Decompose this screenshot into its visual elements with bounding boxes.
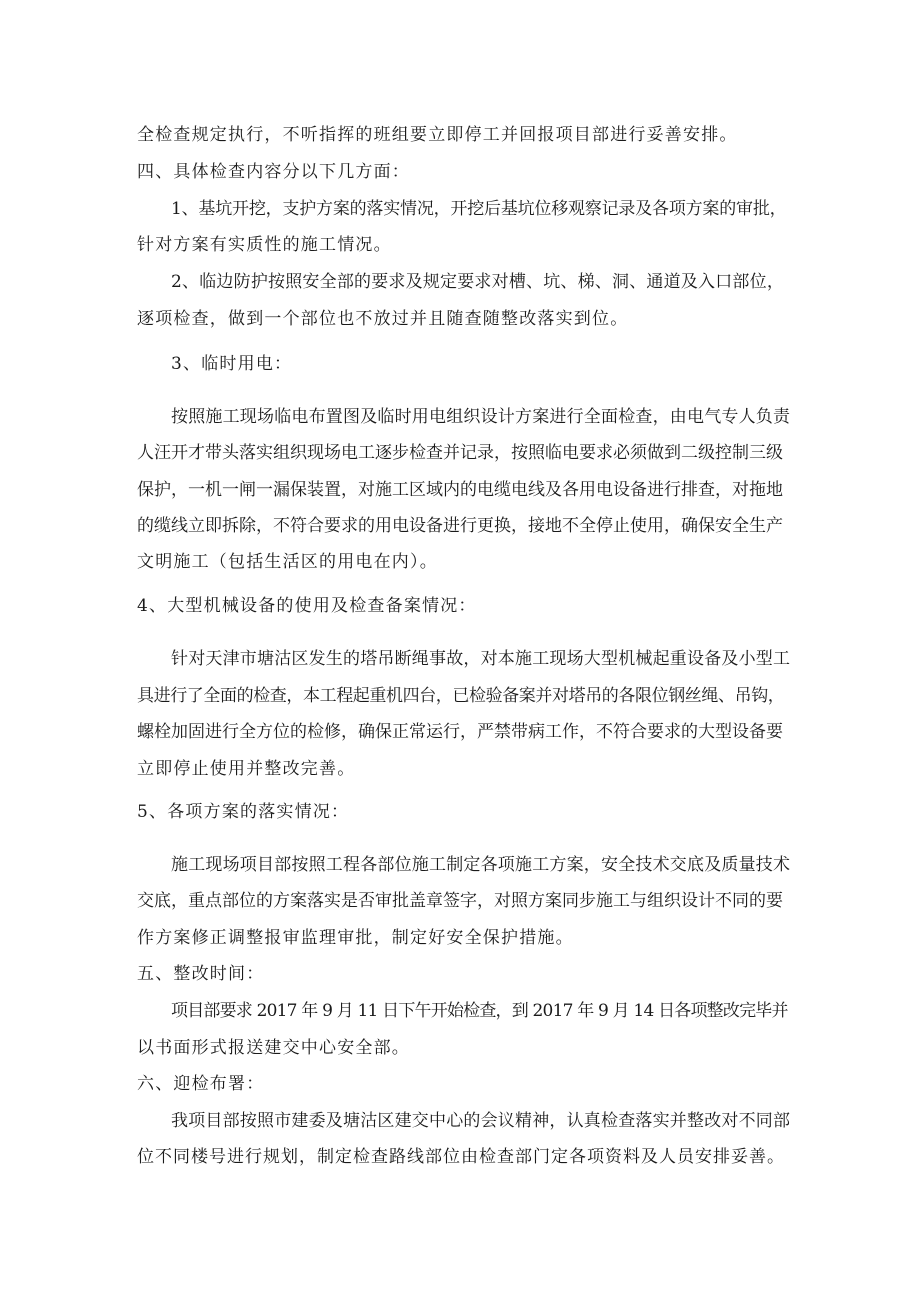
section-6-line: 我项目部按照市建委及塘沽区建交中心的会议精神，认真检查落实并整改对不同部 (171, 1111, 791, 1131)
item-5-line: 交底，重点部位的方案落实是否审批盖章签字，对照方案同步施工与组织设计不同的要 (137, 891, 783, 911)
item-3-line: 按照施工现场临电布置图及临时用电组织设计方案进行全面检查，由电气专人负责 (171, 407, 791, 427)
item-2-line: 逐项检查，做到一个部位也不放过并且随查随整改落实到位。 (137, 309, 629, 329)
item-5-heading: 5、各项方案的落实情况： (137, 802, 350, 822)
item-3-line: 的缆线立即拆除，不符合要求的用电设备进行更换，接地不全停止使用，确保安全生产 (137, 516, 783, 536)
item-4-heading: 4、大型机械设备的使用及检查备案情况： (137, 596, 477, 616)
item-3-line: 人汪开才带头落实组织现场电工逐步检查并记录，按照临电要求必须做到二级控制三级 (137, 443, 783, 463)
item-3-heading: 3、临时用电： (171, 354, 293, 374)
item-1-line: 针对方案有实质性的施工情况。 (137, 235, 392, 255)
section-5-line: 以书面形式报送建交中心安全部。 (137, 1038, 410, 1058)
item-3-line: 保护，一机一闸一漏保装置，对施工区域内的电缆电线及各用电设备进行排查，对拖地 (137, 480, 783, 500)
item-2-line: 2、临边防护按照安全部的要求及规定要求对槽、坑、梯、洞、通道及入口部位， (171, 272, 785, 292)
section-6-line: 位不同楼号进行规划，制定检查路线部位由检查部门定各项资料及人员安排妥善。 (137, 1147, 785, 1167)
item-4-line: 具进行了全面的检查，本工程起重机四台，已检验备案并对塔吊的各限位钢丝绳、吊钩， (137, 686, 785, 706)
section-heading-4: 四、具体检查内容分以下几方面： (137, 162, 410, 182)
item-5-line: 作方案修正调整报审监理审批，制定好安全保护措施。 (137, 928, 574, 948)
section-heading-6: 六、迎检布署： (137, 1074, 265, 1094)
item-4-line: 螺栓加固进行全方位的检修，确保正常运行，严禁带病工作，不符合要求的大型设备要 (137, 722, 783, 742)
item-4-line: 针对天津市塘沽区发生的塔吊断绳事故，对本施工现场大型机械起重设备及小型工 (171, 649, 791, 669)
item-1-line: 1、基坑开挖，支护方案的落实情况，开挖后基坑位移观察记录及各项方案的审批， (171, 199, 787, 219)
text-line: 全检查规定执行，不听指挥的班组要立即停工并回报项目部进行妥善安排。 (137, 125, 738, 145)
item-4-line: 立即停止使用并整改完善。 (137, 759, 356, 779)
section-heading-5: 五、整改时间： (137, 964, 265, 984)
item-5-line: 施工现场项目部按照工程各部位施工制定各项施工方案，安全技术交底及质量技术 (171, 855, 791, 875)
section-5-line: 项目部要求 2017 年 9 月 11 日下午开始检查，到 2017 年 9 月 14 日各项整改完毕并 (171, 1001, 788, 1021)
item-3-line: 文明施工（包括生活区的用电在内）。 (137, 552, 438, 572)
